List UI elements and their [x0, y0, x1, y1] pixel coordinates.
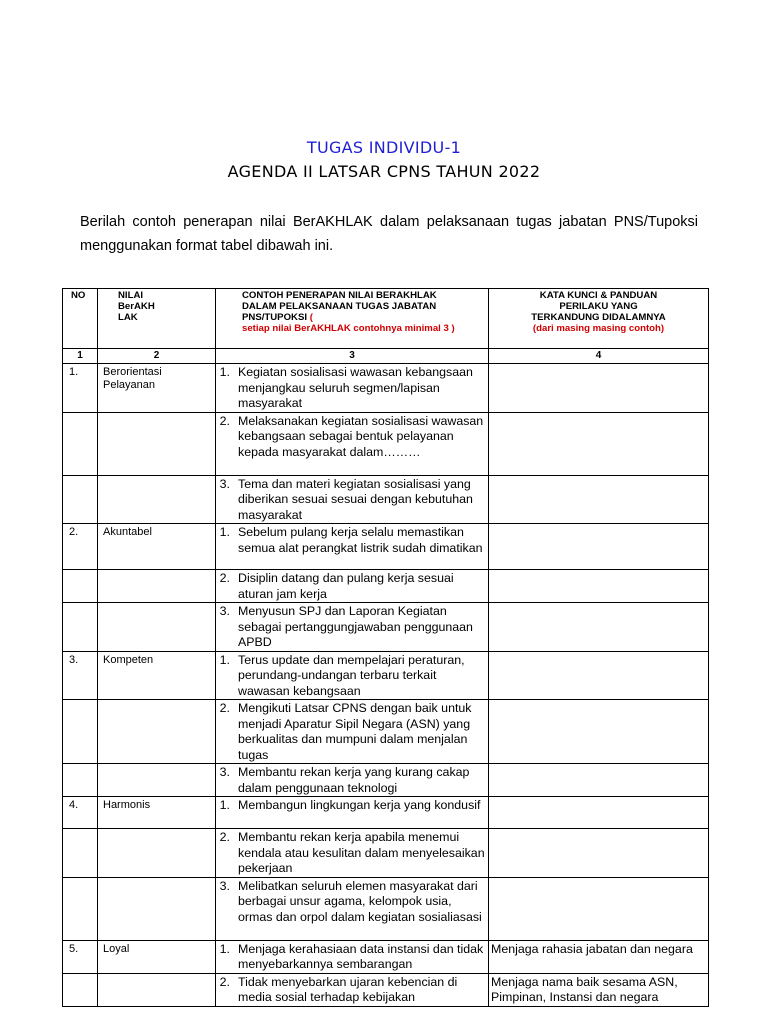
header-nilai: [98, 289, 216, 349]
kata-kunci-text: [489, 829, 708, 830]
contoh-cell: [216, 603, 489, 652]
nilai-value: Harmonis: [98, 797, 216, 829]
item-text: Mengikuti Latsar CPNS dengan baik untuk menjadi Aparatur Sipil Negara (ASN) yang berkualitas dan mumpuni dalam menjalan tugas: [238, 701, 472, 762]
contoh-cell: [216, 877, 489, 940]
header-nilai-text: NILAI BerAKH LAK: [118, 290, 155, 323]
row-number: [63, 475, 98, 524]
row-number: [63, 570, 98, 603]
item-text: Menyusun SPJ dan Laporan Kegiatan sebagai pertanggungjawaban penggunaan APBD: [238, 604, 473, 649]
contoh-cell: [216, 940, 489, 973]
kata-kunci-cell: [489, 412, 709, 475]
contoh-item: [216, 364, 488, 412]
contoh-item: [216, 524, 488, 556]
kata-kunci-text: [489, 652, 708, 653]
table-row: [63, 364, 709, 413]
kata-kunci-cell: [489, 940, 709, 973]
kata-kunci-text: [489, 413, 708, 414]
row-number: [63, 764, 98, 797]
table-row: [63, 877, 709, 940]
kata-kunci-cell: [489, 651, 709, 700]
contoh-item: [216, 700, 488, 763]
item-number: 2.: [219, 701, 230, 715]
item-text: Membantu rekan kerja yang kurang cakap dalam penggunaan teknologi: [238, 765, 470, 795]
nilai-value: [98, 973, 216, 1006]
table-row: [63, 651, 709, 700]
kata-kunci-text: [489, 364, 708, 365]
row-number: 5.: [63, 940, 98, 973]
header-contoh-text: CONTOH PENERAPAN NILAI BERAKHLAK DALAM PELAKSANAAN TUGAS JABATAN PNS/TUPOKSI: [242, 290, 437, 323]
row-number: 3.: [63, 651, 98, 700]
row-number: 4.: [63, 797, 98, 829]
item-number: 2.: [219, 830, 230, 844]
contoh-cell: [216, 764, 489, 797]
header-contoh-note: setiap nilai BerAKHLAK contohnya minimal 3 ): [242, 323, 455, 334]
item-text: Melibatkan seluruh elemen masyarakat dari berbagai unsur agama, kelompok usia, ormas dan orpol dalam kegiatan sosialiasasi: [238, 878, 482, 924]
nilai-value: Akuntabel: [98, 524, 216, 570]
kata-kunci-text: Menjaga nama baik sesama ASN, Pimpinan, Instansi dan negara: [491, 974, 678, 1004]
berakhlak-table: [62, 288, 709, 1007]
kata-kunci-text: [489, 603, 708, 604]
item-text: Tidak menyebarkan ujaran kebencian di media sosial terhadap kebijakan: [238, 974, 458, 1004]
table-row: [63, 570, 709, 603]
column-number-row: [63, 349, 709, 364]
nilai-value: [98, 764, 216, 797]
item-number: 1.: [219, 652, 230, 667]
nilai-value: Loyal: [98, 940, 216, 973]
contoh-item: [216, 829, 488, 877]
kata-kunci-cell: [489, 764, 709, 797]
column-number: 4: [489, 349, 709, 364]
contoh-item: [216, 476, 488, 524]
header-kata-kunci: [489, 289, 709, 349]
kata-kunci-cell: [489, 570, 709, 603]
document-subtitle: AGENDA II LATSAR CPNS TAHUN 2022: [227, 162, 541, 181]
kata-kunci-cell: [489, 700, 709, 764]
column-number: 3: [216, 349, 489, 364]
document-title: TUGAS INDIVIDU-1: [306, 138, 462, 157]
nilai-value: [98, 475, 216, 524]
contoh-item: [216, 570, 488, 602]
header-contoh-paren: (: [307, 312, 313, 323]
header-kata-note: (dari masing masing contoh): [532, 323, 665, 334]
row-number: 1.: [63, 364, 98, 413]
table-row: [63, 797, 709, 829]
instruction-paragraph: Berilah contoh penerapan nilai BerAKHLAK dalam pelaksanaan tugas jabatan PNS/Tupoksi menggunakan format tabel dibawah ini.: [80, 214, 698, 254]
table-header-row: [63, 289, 709, 349]
table-row: [63, 940, 709, 973]
contoh-cell: [216, 797, 489, 829]
header-no: NO: [63, 289, 98, 349]
kata-kunci-cell: [489, 603, 709, 652]
contoh-item: [216, 603, 488, 651]
row-number: [63, 603, 98, 652]
table-row: [63, 524, 709, 570]
item-text: Membantu rekan kerja apabila menemui kendala atau kesulitan dalam menyelesaikan pekerjaan: [238, 830, 485, 875]
kata-kunci-cell: [489, 973, 709, 1006]
nilai-value: [98, 829, 216, 878]
contoh-cell: [216, 364, 489, 413]
item-number: 1.: [219, 525, 230, 539]
item-number: 2.: [219, 974, 230, 989]
table-row: [63, 412, 709, 475]
item-number: 3.: [219, 476, 230, 491]
item-text: Kegiatan sosialisasi wawasan kebangsaan menjangkau seluruh segmen/lapisan masyarakat: [238, 365, 473, 410]
header-kata-text: KATA KUNCI & PANDUAN PERILAKU YANG TERKANDUNG DIDALAMNYA: [531, 290, 666, 323]
item-number: 1.: [219, 798, 230, 812]
kata-kunci-text: [489, 764, 708, 765]
kata-kunci-text: [489, 797, 708, 798]
contoh-item: [216, 878, 488, 926]
item-number: 3.: [219, 878, 230, 893]
item-text: Menjaga kerahasiaan data instansi dan tidak menyebarkannya sembarangan: [238, 941, 484, 971]
item-text: Disiplin datang dan pulang kerja sesuai aturan jam kerja: [238, 571, 454, 601]
kata-kunci-cell: [489, 475, 709, 524]
contoh-cell: [216, 700, 489, 764]
contoh-cell: [216, 570, 489, 603]
item-text: Membangun lingkungan kerja yang kondusif: [238, 798, 481, 812]
item-number: 1.: [219, 941, 230, 956]
nilai-value: [98, 570, 216, 603]
table-row: [63, 475, 709, 524]
kata-kunci-text: [489, 700, 708, 701]
item-number: 3.: [219, 604, 230, 618]
contoh-cell: [216, 524, 489, 570]
kata-kunci-cell: [489, 364, 709, 413]
kata-kunci-cell: [489, 829, 709, 878]
nilai-value: Berorientasi Pelayanan: [98, 364, 216, 413]
table-row: [63, 973, 709, 1006]
contoh-cell: [216, 829, 489, 878]
table-row: [63, 829, 709, 878]
kata-kunci-text: Menjaga rahasia jabatan dan negara: [491, 941, 693, 956]
table-row: [63, 764, 709, 797]
contoh-cell: [216, 973, 489, 1006]
row-number: [63, 877, 98, 940]
contoh-item: [216, 764, 488, 796]
kata-kunci-cell: [489, 877, 709, 940]
kata-kunci-cell: [489, 524, 709, 570]
item-number: 2.: [219, 571, 230, 585]
table-row: [63, 700, 709, 764]
row-number: 2.: [63, 524, 98, 570]
nilai-value: Kompeten: [98, 651, 216, 700]
contoh-item: [216, 413, 488, 461]
column-number: 1: [63, 349, 98, 364]
row-number: [63, 700, 98, 764]
kata-kunci-text: [489, 878, 708, 879]
contoh-item: [216, 797, 488, 814]
contoh-item: [216, 974, 488, 1006]
item-number: 3.: [219, 765, 230, 779]
nilai-value: [98, 603, 216, 652]
row-number: [63, 973, 98, 1006]
contoh-cell: [216, 651, 489, 700]
contoh-item: [216, 941, 488, 973]
column-number: 2: [98, 349, 216, 364]
contoh-cell: [216, 475, 489, 524]
contoh-item: [216, 652, 488, 700]
item-text: Melaksanakan kegiatan sosialisasi wawasan kebangsaan sebagai bentuk pelayanan kepada masyarakat dalam………: [238, 413, 484, 459]
row-number: [63, 412, 98, 475]
item-text: Tema dan materi kegiatan sosialisasi yang diberikan sesuai sesuai dengan kebutuhan masyarakat: [238, 476, 473, 522]
nilai-value: [98, 700, 216, 764]
kata-kunci-text: [489, 570, 708, 571]
item-number: 2.: [219, 413, 230, 428]
item-number: 1.: [219, 365, 230, 379]
kata-kunci-text: [489, 524, 708, 525]
nilai-value: [98, 877, 216, 940]
header-contoh: [216, 289, 489, 349]
item-text: Sebelum pulang kerja selalu memastikan semua alat perangkat listrik sudah dimatikan: [238, 525, 483, 555]
kata-kunci-text: [489, 476, 708, 477]
item-text: Terus update dan mempelajari peraturan, perundang-undangan terbaru terkait wawasan kebangsaan: [238, 652, 465, 698]
row-number: [63, 829, 98, 878]
contoh-cell: [216, 412, 489, 475]
nilai-value: [98, 412, 216, 475]
kata-kunci-cell: [489, 797, 709, 829]
table-row: [63, 603, 709, 652]
